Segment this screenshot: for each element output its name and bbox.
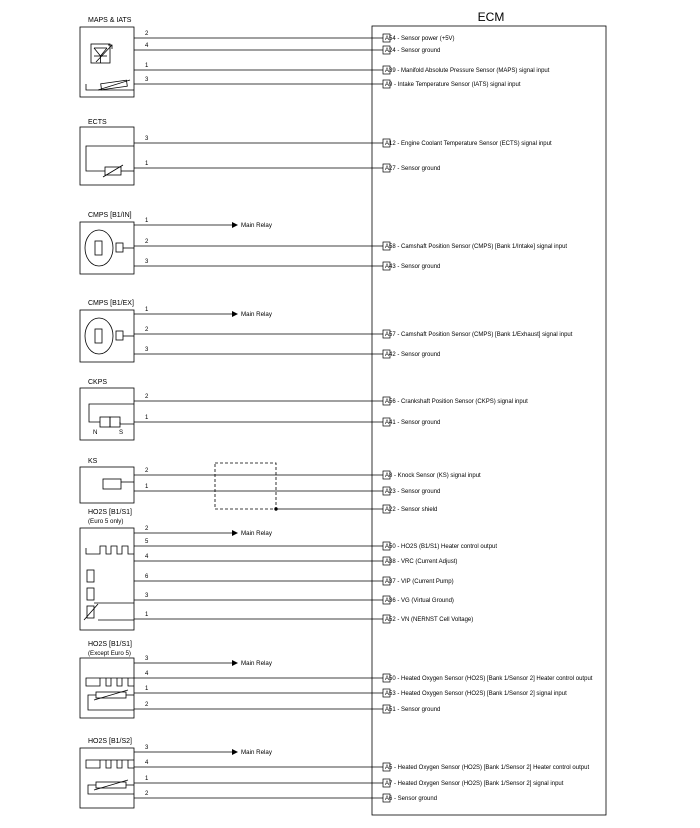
component-box-ho2s-b1s2 [80, 748, 134, 808]
ecm-pin-label: A58 - Camshaft Position Sensor (CMPS) [Bank 1/Intake] signal input [385, 244, 568, 250]
pin-number: 6 [145, 574, 149, 580]
pin-number: 2 [145, 394, 149, 400]
main-relay-label: Main Relay [241, 660, 272, 667]
ecm-pin-label: A42 - Sensor ground [385, 352, 441, 358]
ho2s-b1s2-symbol [86, 760, 134, 794]
component-title-ho2s-b1s1-except: HO2S [B1/S1] [88, 641, 132, 648]
ecm-pin-label: A23 - Sensor ground [385, 489, 441, 495]
component-title-cmps-ex: CMPS [B1/EX] [88, 300, 134, 307]
pin-number: 4 [145, 43, 149, 49]
component-box-ks [80, 467, 134, 503]
component-subtitle-ho2s-b1s1-euro5: (Euro 5 only) [88, 518, 124, 525]
ecm-pin-label: A37 - VIP (Current Pump) [385, 579, 454, 585]
pin-number: 2 [145, 702, 149, 708]
component-title-ho2s-b1s2: HO2S [B1/S2] [88, 738, 132, 745]
pin-number: 2 [145, 327, 149, 333]
ho2s-euro5-symbol [84, 546, 134, 620]
ecm-pin-label: A53 - Heated Oxygen Sensor (HO2S) [Bank 1/Sensor 2] signal input [385, 691, 567, 697]
arrow-head-icon [232, 660, 238, 666]
arrow-head-icon [232, 530, 238, 536]
ecm-pin-label: A43 - Sensor ground [385, 264, 441, 270]
component-title-ho2s-b1s1-euro5: HO2S [B1/S1] [88, 509, 132, 516]
ckps-symbol [89, 404, 134, 427]
component-title-cmps-in: CMPS [B1/IN] [88, 212, 132, 219]
pin-number: 2 [145, 468, 149, 474]
cmps-in-symbol [85, 230, 134, 266]
pin-number: 3 [145, 745, 149, 751]
main-relay-label: Main Relay [241, 749, 272, 756]
ecm-pin-label: A5 - Heated Oxygen Sensor (HO2S) [Bank 1/Sensor 2] Heater control output [385, 765, 590, 771]
maps-iats-symbol [86, 44, 134, 90]
ecm-pin-label: A51 - Sensor ground [385, 707, 441, 713]
arrow-head-icon [232, 749, 238, 755]
pin-number: 3 [145, 593, 149, 599]
pin-number: 1 [145, 484, 149, 490]
pin-number: 1 [145, 307, 149, 313]
pin-number: 2 [145, 526, 149, 532]
ks-shield-box [215, 463, 276, 509]
pin-number: 3 [145, 136, 149, 142]
pin-number: 4 [145, 554, 149, 560]
main-relay-label: Main Relay [241, 530, 272, 537]
component-box-ho2s-b1s1-euro5 [80, 528, 134, 630]
ecm-pin-label: A54 - Sensor power (+5V) [385, 36, 455, 42]
ecm-pin-label: A9 - Intake Temperature Sensor (IATS) signal input [385, 82, 521, 88]
ecm-pin-label: A6 - Sensor ground [385, 796, 438, 802]
ecm-pin-label: A36 - VG (Virtual Ground) [385, 598, 454, 604]
pin-number: 3 [145, 77, 149, 83]
pin-number: 5 [145, 539, 149, 545]
pin-number: 2 [145, 239, 149, 245]
main-relay-label: Main Relay [241, 222, 272, 229]
pin-number: 4 [145, 760, 149, 766]
ckps-s-label: S [119, 429, 124, 436]
main-relay-label: Main Relay [241, 311, 272, 318]
ecm-pin-label: A52 - VN (NERNST Cell Voltage) [385, 617, 474, 623]
ecm-pin-label: A8 - Knock Sensor (KS) signal input [385, 473, 481, 479]
component-box-ckps [80, 388, 134, 440]
component-title-ects: ECTS [88, 119, 107, 126]
ecm-title: ECM [477, 10, 505, 24]
pin-number: 3 [145, 347, 149, 353]
arrow-head-icon [232, 222, 238, 228]
ecm-pin-label: A56 - Crankshaft Position Sensor (CKPS) signal input [385, 399, 528, 405]
ecm-pin-label: A50 - HO2S (B1/S1) Heater control output [385, 544, 498, 550]
ecm-pin-label: A12 - Engine Coolant Temperature Sensor (ECTS) signal input [385, 141, 552, 147]
pin-number: 1 [145, 63, 149, 69]
ks-symbol [103, 479, 134, 489]
ecm-pin-label: A50 - Heated Oxygen Sensor (HO2S) [Bank 1/Sensor 2] Heater control output [385, 676, 593, 682]
ckps-n-label: N [93, 429, 98, 436]
pin-number: 1 [145, 612, 149, 618]
ecm-pin-label: A7 - Heated Oxygen Sensor (HO2S) [Bank 1/Sensor 2] signal input [385, 781, 564, 787]
component-title-maps-iats: MAPS & IATS [88, 17, 132, 24]
pin-number: 1 [145, 161, 149, 167]
ecm-pin-label: A38 - VRC (Current Adjust) [385, 559, 458, 565]
ho2s-except-symbol [86, 678, 134, 710]
component-box-ects [80, 127, 134, 185]
arrow-head-icon [232, 311, 238, 317]
component-subtitle-ho2s-b1s1-except: (Except Euro 5) [88, 650, 131, 657]
component-title-ks: KS [88, 458, 98, 465]
pin-number: 1 [145, 218, 149, 224]
ecm-pin-label: A27 - Sensor ground [385, 166, 441, 172]
ecm-pin-label: A22 - Sensor shield [385, 507, 438, 513]
pin-number: 2 [145, 31, 149, 37]
component-title-ckps: CKPS [88, 379, 108, 386]
pin-number: 2 [145, 791, 149, 797]
ecm-pin-label: A39 - Manifold Absolute Pressure Sensor (MAPS) signal input [385, 68, 550, 74]
ecm-pin-label: A57 - Camshaft Position Sensor (CMPS) [Bank 1/Exhaust] signal input [385, 332, 573, 338]
cmps-ex-symbol [85, 318, 134, 354]
pin-number: 1 [145, 686, 149, 692]
pin-number: 4 [145, 671, 149, 677]
pin-number: 3 [145, 656, 149, 662]
ecm-pin-label: A24 - Sensor ground [385, 48, 441, 54]
ecm-pin-label: A41 - Sensor ground [385, 420, 441, 426]
ects-symbol [86, 146, 134, 177]
pin-number: 1 [145, 415, 149, 421]
pin-number: 1 [145, 776, 149, 782]
pin-number: 3 [145, 259, 149, 265]
